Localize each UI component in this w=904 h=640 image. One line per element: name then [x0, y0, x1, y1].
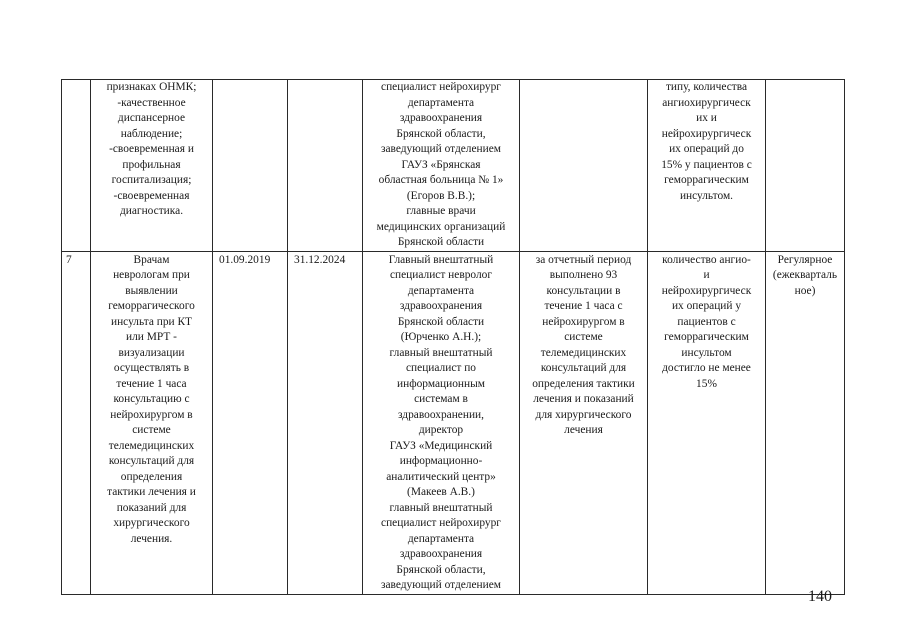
- cell-indicator: типу, количества ангиохирургическ их и нейрохирургическ их операций до 15% у пациентов с геморрагическим инсультом.: [648, 80, 766, 252]
- cell-activity: Врачам неврологам при выявлении геморрагического инсульта при КТ или МРТ - визуализации осуществлять в течение 1 часа консультацию с нейрохирургом в системе телемедицинских консультаций для определения тактики лечения и показаний для хирургического лечения.: [91, 251, 213, 594]
- cell-control: Регулярное (ежекварталь ное): [766, 251, 845, 594]
- cell-result: за отчетный период выполнено 93 консультации в течение 1 часа с нейрохирургом в системе телемедицинских консультаций для определения тактики лечения и показаний для хирургического лечения: [520, 251, 648, 594]
- table-row: [62, 251, 845, 594]
- table-row: [62, 80, 845, 252]
- cell-control: [766, 80, 845, 252]
- cell-end-date: [288, 80, 363, 252]
- cell-number: [62, 80, 91, 252]
- cell-result: [520, 80, 648, 252]
- cell-number: 7: [62, 251, 91, 594]
- cell-start-date: [213, 80, 288, 252]
- page-number: 140: [808, 588, 832, 605]
- cell-indicator: количество ангио- и нейрохирургическ их операций у пациентов с геморрагическим инсультом достигло не менее 15%: [648, 251, 766, 594]
- cell-start-date: 01.09.2019: [213, 251, 288, 594]
- cell-end-date: 31.12.2024: [288, 251, 363, 594]
- cell-responsible: Главный внештатный специалист невролог департамента здравоохранения Брянской области (Юрченко А.Н.); главный внештатный специалист по информационным системам в здравоохранении, директор ГАУЗ «Медицинский информационно- аналитический центр» (Макеев А.В.) главный внештатный специалист нейрохирург департамента здравоохранения Брянской области, заведующий отделением: [363, 251, 520, 594]
- measures-table: [61, 79, 845, 595]
- cell-activity: признаках ОНМК; -качественное диспансерное наблюдение; -своевременная и профильная госпитализация; -своевременная диагностика.: [91, 80, 213, 252]
- cell-responsible: специалист нейрохирург департамента здравоохранения Брянской области, заведующий отделением ГАУЗ «Брянская областная больница № 1» (Егоров В.В.); главные врачи медицинских организаций Брянской области: [363, 80, 520, 252]
